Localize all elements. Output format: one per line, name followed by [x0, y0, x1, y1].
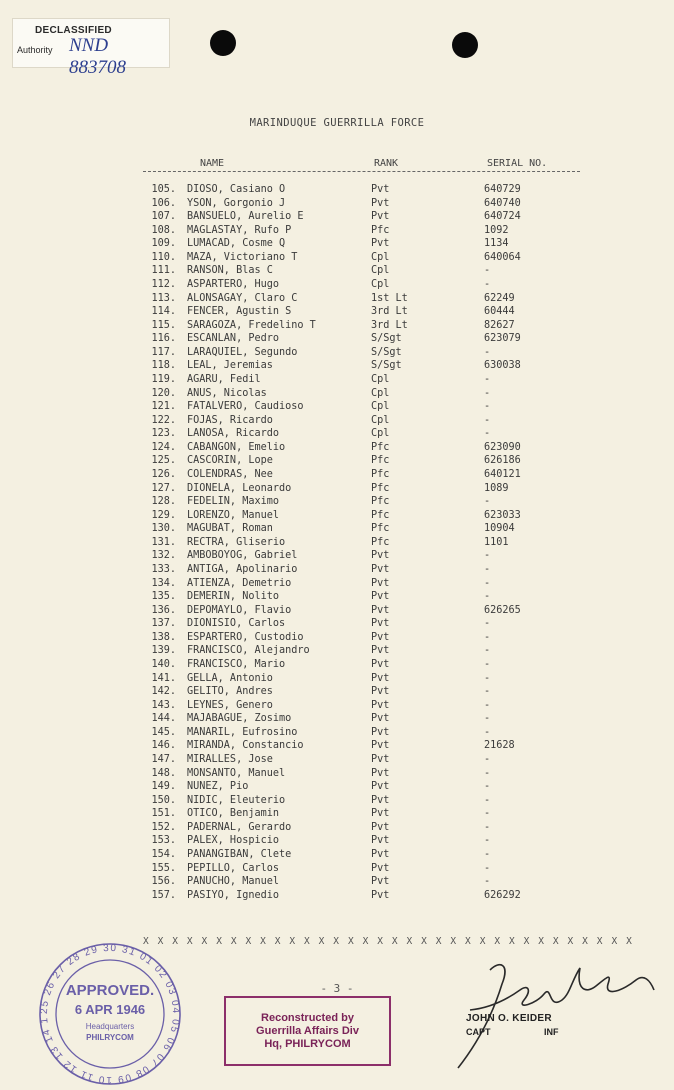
row-number: 138. [151, 631, 176, 643]
row-name: PANANGIBAN, Clete [187, 848, 292, 860]
row-name: LEYNES, Genero [187, 699, 273, 711]
row-rank: Pfc [371, 523, 390, 535]
reconstructed-line1: Reconstructed by [261, 1011, 354, 1024]
row-number: 120. [151, 387, 176, 399]
row-number: 106. [151, 197, 176, 209]
row-serial: - [484, 265, 491, 277]
row-number: 125. [151, 455, 176, 467]
row-serial: - [484, 753, 491, 765]
row-serial: - [484, 794, 491, 806]
row-name: MAJABAGUE, Zosimo [187, 713, 292, 725]
row-name: ESCANLAN, Pedro [187, 333, 280, 345]
row-rank: S/Sgt [371, 346, 402, 358]
declassified-stamp [12, 18, 170, 78]
row-rank: Pvt [371, 550, 390, 562]
row-serial: - [484, 672, 491, 684]
row-number: 116. [151, 333, 176, 345]
document-title: MARINDUQUE GUERRILLA FORCE [249, 117, 425, 129]
signature-scribble [440, 950, 660, 1070]
page-number: - 3 - [320, 982, 354, 995]
row-name: PADERNAL, Gerardo [187, 821, 292, 833]
row-name: PALEX, Hospicio [187, 835, 280, 847]
row-rank: Cpl [371, 251, 390, 263]
row-number: 149. [151, 781, 176, 793]
row-rank: 1st Lt [371, 292, 408, 304]
row-rank: Cpl [371, 401, 390, 413]
row-rank: Pvt [371, 713, 390, 725]
row-number: 108. [151, 224, 176, 236]
row-number: 154. [151, 848, 176, 860]
row-rank: Pfc [371, 536, 390, 548]
row-rank: Pvt [371, 659, 390, 670]
row-serial: 1089 [484, 482, 509, 494]
row-serial: - [484, 862, 491, 874]
row-name: BANSUELO, Aurelio E [187, 211, 304, 223]
row-name: COLENDRAS, Nee [187, 469, 273, 480]
row-number: 122. [151, 414, 176, 426]
signatory-rank: CAPT [466, 1027, 491, 1037]
row-name: MAZA, Victoriano T [187, 251, 298, 263]
row-name: GELITO, Andres [187, 686, 273, 698]
row-name: LARAQUIEL, Segundo [187, 346, 298, 358]
row-name: NUNEZ, Pio [187, 781, 249, 793]
reconstructed-line3: Hq, PHILRYCOM [264, 1037, 351, 1050]
row-name: LEAL, Jeremias [187, 360, 273, 372]
row-rank: Cpl [371, 265, 390, 277]
row-name: ANTIGA, Apolinario [187, 564, 298, 575]
row-rank: Pfc [371, 441, 390, 453]
row-number: 112. [151, 279, 176, 290]
signatory-name: JOHN O. KEIDER [466, 1013, 552, 1024]
row-number: 124. [151, 441, 176, 453]
row-number: 127. [151, 482, 176, 494]
row-number: 143. [151, 699, 176, 711]
row-number: 119. [151, 374, 176, 385]
row-name: GELLA, Antonio [187, 672, 273, 684]
authority-label: Authority [17, 45, 53, 55]
row-rank: Pvt [371, 211, 390, 223]
row-serial: 1101 [484, 536, 509, 548]
row-serial: 640121 [484, 469, 521, 480]
row-number: 135. [151, 591, 176, 603]
signatory-branch: INF [544, 1027, 559, 1037]
row-number: 146. [151, 740, 176, 752]
row-name: MAGUBAT, Roman [187, 523, 273, 535]
row-name: MIRALLES, Jose [187, 753, 273, 765]
row-serial: 640064 [484, 251, 521, 263]
row-serial: - [484, 699, 491, 711]
row-rank: Pfc [371, 482, 390, 494]
row-rank: Pfc [371, 496, 390, 508]
row-rank: Pvt [371, 645, 390, 657]
row-name: NIDIC, Eleuterio [187, 794, 286, 806]
row-number: 105. [151, 184, 176, 195]
row-number: 126. [151, 469, 176, 480]
row-name: PEPILLO, Carlos [187, 862, 280, 874]
row-rank: Pvt [371, 197, 390, 209]
row-serial: 640724 [484, 211, 521, 223]
row-name: DEPOMAYLO, Flavio [187, 604, 292, 616]
row-name: AGARU, Fedil [187, 374, 261, 385]
row-serial: - [484, 577, 491, 589]
row-name: FRANCISCO, Mario [187, 659, 286, 670]
row-number: 107. [151, 211, 176, 223]
row-number: 131. [151, 536, 176, 548]
approved-stamp-seal [36, 943, 184, 1085]
approved-label: APPROVED. [65, 982, 155, 999]
row-number: 118. [151, 360, 176, 372]
approved-date: 6 APR 1946 [74, 1002, 146, 1017]
row-name: FATALVERO, Caudioso [187, 401, 304, 413]
row-serial: - [484, 428, 491, 440]
row-number: 157. [151, 889, 176, 901]
row-rank: Cpl [371, 428, 390, 440]
row-number: 148. [151, 767, 176, 779]
row-number: 110. [151, 251, 176, 263]
row-number: 128. [151, 496, 176, 508]
row-rank: Pvt [371, 848, 390, 860]
row-serial: - [484, 781, 491, 793]
row-name: LUMACAD, Cosme Q [187, 238, 286, 250]
row-number: 114. [151, 306, 176, 318]
row-number: 155. [151, 862, 176, 874]
row-name: MONSANTO, Manuel [187, 767, 286, 779]
row-serial: - [484, 835, 491, 847]
row-number: 113. [151, 292, 176, 304]
row-rank: Pvt [371, 577, 390, 589]
row-number: 130. [151, 523, 176, 535]
row-rank: Pvt [371, 699, 390, 711]
row-rank: Cpl [371, 387, 390, 399]
row-name: YSON, Gorgonio J [187, 197, 286, 209]
row-serial: - [484, 767, 491, 779]
row-rank: Pvt [371, 238, 390, 250]
row-serial: 60444 [484, 306, 515, 318]
row-rank: Pvt [371, 686, 390, 698]
row-name: PANUCHO, Manuel [187, 876, 280, 888]
row-name: ANUS, Nicolas [187, 387, 267, 399]
row-name: FEDELIN, Maximo [187, 496, 280, 508]
row-rank: Cpl [371, 374, 390, 385]
row-rank: S/Sgt [371, 333, 402, 345]
row-number: 132. [151, 550, 176, 562]
row-rank: Pvt [371, 862, 390, 874]
row-rank: 3rd Lt [371, 306, 408, 318]
row-number: 150. [151, 794, 176, 806]
row-serial: - [484, 726, 491, 738]
row-number: 111. [151, 265, 176, 277]
row-name: FOJAS, Ricardo [187, 414, 273, 426]
row-number: 151. [151, 808, 176, 820]
row-serial: - [484, 496, 491, 508]
row-serial: - [484, 279, 491, 290]
header-serial: SERIAL NO. [487, 158, 548, 169]
row-serial: - [484, 808, 491, 820]
row-number: 117. [151, 346, 176, 358]
row-rank: Pvt [371, 808, 390, 820]
row-rank: Pvt [371, 591, 390, 603]
row-rank: Pfc [371, 224, 390, 236]
row-serial: - [484, 564, 491, 575]
row-serial: - [484, 414, 491, 426]
row-serial: - [484, 848, 491, 860]
row-rank: Pvt [371, 564, 390, 575]
row-name: FRANCISCO, Alejandro [187, 645, 310, 657]
row-rank: Pvt [371, 740, 390, 752]
row-rank: Pvt [371, 767, 390, 779]
row-rank: Pvt [371, 618, 390, 630]
row-name: ESPARTERO, Custodio [187, 631, 304, 643]
row-serial: 626265 [484, 604, 521, 616]
row-rank: Pvt [371, 726, 390, 738]
row-serial: 62249 [484, 292, 515, 304]
approved-line1: Headquarters [85, 1022, 135, 1031]
row-number: 137. [151, 618, 176, 630]
row-rank: Pvt [371, 781, 390, 793]
row-name: FENCER, Agustin S [187, 306, 292, 318]
row-rank: Pfc [371, 455, 390, 467]
row-serial: 626292 [484, 889, 521, 901]
row-number: 153. [151, 835, 176, 847]
declassified-label: DECLASSIFIED [35, 25, 112, 36]
row-number: 145. [151, 726, 176, 738]
row-name: CABANGON, Emelio [187, 441, 286, 453]
row-name: ASPARTERO, Hugo [187, 279, 280, 290]
row-name: ATIENZA, Demetrio [187, 577, 292, 589]
row-serial: - [484, 550, 491, 562]
row-name: MIRANDA, Constancio [187, 740, 304, 752]
row-number: 109. [151, 238, 176, 250]
row-serial: 10904 [484, 523, 515, 535]
row-serial: - [484, 821, 491, 833]
row-name: LORENZO, Manuel [187, 509, 280, 521]
row-name: PASIYO, Ignedio [187, 889, 280, 901]
row-serial: - [484, 645, 491, 657]
row-rank: Pvt [371, 184, 390, 195]
row-name: CASCORIN, Lope [187, 455, 273, 467]
row-serial: - [484, 346, 491, 358]
authority-code: NND 883708 [69, 35, 126, 78]
row-name: LANOSA, Ricardo [187, 428, 280, 440]
row-name: MANARIL, Eufrosino [187, 726, 298, 738]
row-rank: Cpl [371, 414, 390, 426]
row-number: 147. [151, 753, 176, 765]
row-rank: Pvt [371, 821, 390, 833]
row-serial: 626186 [484, 455, 521, 467]
header-rule [143, 171, 580, 172]
row-serial: - [484, 618, 491, 630]
row-serial: - [484, 591, 491, 603]
row-serial: 82627 [484, 319, 515, 331]
punch-hole-left [210, 30, 236, 56]
row-number: 144. [151, 713, 176, 725]
row-name: AMBOBOYOG, Gabriel [187, 550, 298, 562]
row-serial: - [484, 876, 491, 888]
row-rank: 3rd Lt [371, 319, 408, 331]
row-name: DEMERIN, Nolito [187, 591, 280, 603]
row-number: 142. [151, 686, 176, 698]
row-serial: 21628 [484, 740, 515, 752]
row-number: 123. [151, 428, 176, 440]
row-number: 129. [151, 509, 176, 521]
row-name: RANSON, Blas C [187, 265, 273, 277]
row-serial: 1134 [484, 238, 509, 250]
row-serial: 630038 [484, 360, 521, 372]
row-serial: 640740 [484, 197, 521, 209]
row-rank: Pvt [371, 672, 390, 684]
row-number: 121. [151, 401, 176, 413]
row-name: RECTRA, Gliserio [187, 536, 286, 548]
row-name: MAGLASTAY, Rufo P [187, 224, 292, 236]
row-number: 156. [151, 876, 176, 888]
approved-line2: PHILRYCOM [86, 1033, 134, 1042]
row-serial: 640729 [484, 184, 521, 195]
row-number: 136. [151, 604, 176, 616]
row-number: 141. [151, 672, 176, 684]
row-number: 133. [151, 564, 176, 575]
row-number: 140. [151, 659, 176, 670]
row-number: 152. [151, 821, 176, 833]
row-rank: Pfc [371, 469, 390, 480]
row-serial: - [484, 713, 491, 725]
row-name: ALONSAGAY, Claro C [187, 292, 298, 304]
row-number: 139. [151, 645, 176, 657]
approved-stamp [36, 943, 184, 1085]
row-name: OTICO, Benjamin [187, 808, 280, 820]
row-rank: Pvt [371, 889, 390, 901]
row-rank: Pvt [371, 753, 390, 765]
row-serial: - [484, 686, 491, 698]
row-rank: Pvt [371, 604, 390, 616]
row-rank: Pvt [371, 631, 390, 643]
row-rank: Pfc [371, 509, 390, 521]
row-number: 115. [151, 319, 176, 331]
row-serial: 623090 [484, 441, 521, 453]
header-name: NAME [200, 158, 225, 169]
row-serial: - [484, 387, 491, 399]
row-serial: - [484, 401, 491, 413]
row-serial: 623079 [484, 333, 521, 345]
row-rank: S/Sgt [371, 360, 402, 372]
row-name: SARAGOZA, Fredelino T [187, 319, 316, 331]
row-serial: 623033 [484, 509, 521, 521]
header-rank: RANK [374, 158, 399, 169]
punch-hole-right [452, 32, 478, 58]
reconstructed-stamp [224, 996, 391, 1066]
row-rank: Pvt [371, 794, 390, 806]
row-name: DIONELA, Leonardo [187, 482, 292, 494]
row-rank: Pvt [371, 835, 390, 847]
row-serial: - [484, 374, 491, 385]
row-name: DIONISIO, Carlos [187, 618, 286, 630]
row-rank: Cpl [371, 279, 390, 290]
row-serial: - [484, 631, 491, 643]
row-name: DIOSO, Casiano O [187, 184, 286, 195]
separator-x-line: X X X X X X X X X X X X X X X X X X X X X X X X X X X X X X X X X X [143, 936, 634, 947]
approved-ring-text: 25 26 27 28 29 30 31 01 02 03 04 05 06 07 08 09 10 11 12 13 14 1 [38, 943, 182, 1085]
row-serial: 1092 [484, 224, 509, 236]
row-serial: - [484, 659, 491, 670]
row-number: 134. [151, 577, 176, 589]
row-rank: Pvt [371, 876, 390, 888]
reconstructed-line2: Guerrilla Affairs Div [256, 1024, 359, 1037]
